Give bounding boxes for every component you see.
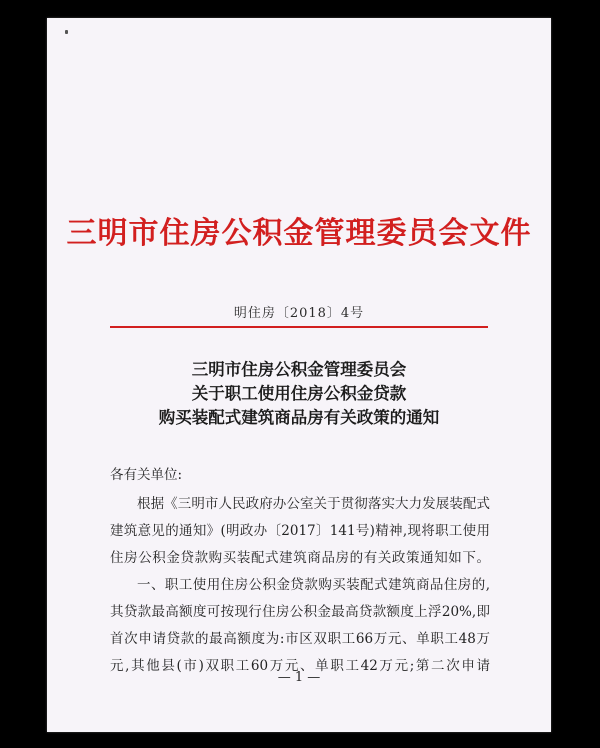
body-line: 建筑意见的通知》(明政办〔2017〕141号)精神,现将职工使用 <box>110 523 490 539</box>
body-line: 住房公积金贷款购买装配式建筑商品房的有关政策通知如下。 <box>110 550 490 566</box>
document-header-title: 三明市住房公积金管理委员会文件 <box>66 216 532 251</box>
body-line: 其贷款最高额度可按现行住房公积金最高贷款额度上浮20%,即 <box>110 604 490 620</box>
notice-title <box>47 358 551 430</box>
body-line: 首次申请贷款的最高额度为:市区双职工66万元、单职工48万 <box>110 631 490 647</box>
notice-title-line-3: 购买装配式建筑商品房有关政策的通知 <box>158 408 440 427</box>
salutation: 各有关单位: <box>110 467 183 483</box>
body-line: 一、职工使用住房公积金贷款购买装配式建筑商品住房的, <box>137 577 490 593</box>
document-page <box>47 18 551 732</box>
paper-speck <box>65 30 68 34</box>
red-divider-line <box>110 326 488 328</box>
body-line: 根据《三明市人民政府办公室关于贯彻落实大力发展装配式 <box>137 496 490 512</box>
notice-title-line-2: 关于职工使用住房公积金贷款 <box>191 384 407 403</box>
notice-title-line-1: 三明市住房公积金管理委员会 <box>191 360 407 379</box>
page-number: — 1 — <box>277 670 321 685</box>
body-line: 元,其他县(市)双职工60万元、单职工42万元;第二次申请 <box>110 658 490 674</box>
document-number: 明住房〔2018〕4号 <box>233 306 365 321</box>
